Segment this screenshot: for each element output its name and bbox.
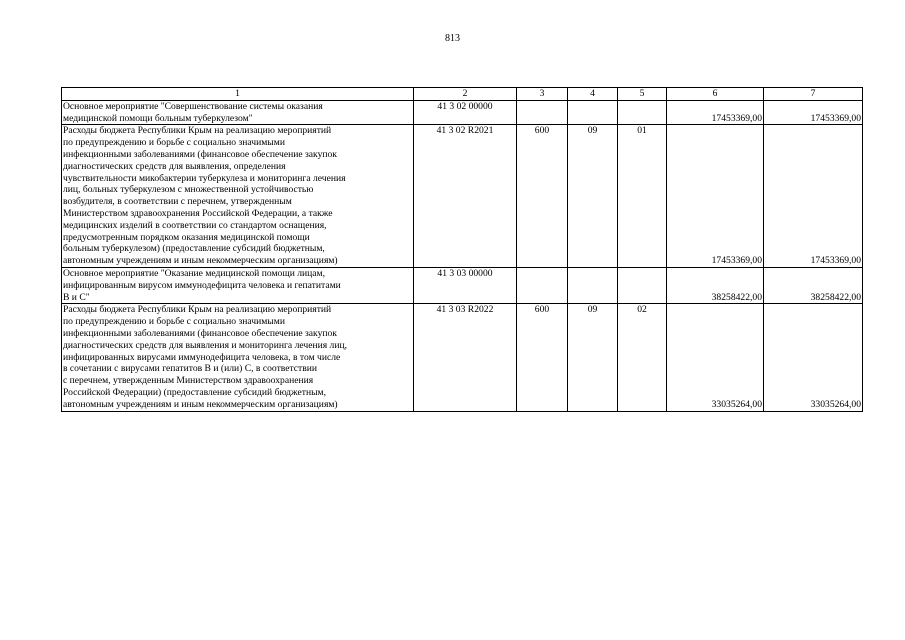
header-cell-amount1: 6	[667, 88, 764, 101]
header-cell-amount2: 7	[764, 88, 863, 101]
cell-vr	[517, 267, 568, 303]
budget-table	[61, 87, 863, 412]
cell-pr: 01	[618, 125, 667, 268]
cell-pr	[618, 100, 667, 125]
table-row	[62, 125, 863, 268]
name-line: В и С"	[63, 291, 90, 303]
cell-code: 41 3 03 R2022	[414, 304, 517, 411]
cell-pr: 02	[618, 304, 667, 411]
name-line: чувствительности микобактерии туберкулеза и мониторинга лечения	[63, 172, 346, 184]
header-cell-vr: 3	[517, 88, 568, 101]
cell-amount2: 33035264,00	[764, 304, 863, 411]
name-line: возбудителя, в соответствии с перечнем, утвержденным	[63, 196, 292, 208]
name-line: автономным учреждениям и иным некоммерческим организациям)	[63, 398, 338, 410]
cell-amount1: 17453369,00	[667, 125, 764, 268]
name-line: предусмотренным порядком оказания медицинской помощи	[63, 231, 310, 243]
page-number: 813	[445, 33, 460, 44]
table-row	[62, 100, 863, 125]
cell-amount1: 17453369,00	[667, 100, 764, 125]
cell-name	[62, 125, 414, 268]
name-line: больным туберкулезом) (предоставление субсидий бюджетным,	[63, 243, 325, 255]
name-line: Основное мероприятие "Оказание медицинской помощи лицам,	[63, 267, 326, 279]
cell-amount1: 33035264,00	[667, 304, 764, 411]
name-line: диагностических средств для выявления и мониторинга лечения лиц,	[63, 339, 347, 351]
cell-amount2: 17453369,00	[764, 100, 863, 125]
table-header-row	[62, 88, 863, 101]
cell-pr	[618, 267, 667, 303]
cell-code: 41 3 02 R2021	[414, 125, 517, 268]
name-line: медицинских изделий в соответствии со стандартом оснащения,	[63, 219, 327, 231]
cell-vr: 600	[517, 125, 568, 268]
table-row	[62, 304, 863, 411]
cell-name	[62, 100, 414, 125]
cell-amount2: 17453369,00	[764, 125, 863, 268]
table-row	[62, 267, 863, 303]
cell-name	[62, 304, 414, 411]
name-line: медицинской помощи больным туберкулезом"	[63, 112, 253, 124]
name-line: в сочетании с вирусами гепатитов В и (или) С, в соответствии	[63, 363, 318, 375]
cell-rz	[568, 100, 618, 125]
name-line: Министерством здравоохранения Российской Федерации, а также	[63, 207, 333, 219]
cell-amount2: 38258422,00	[764, 267, 863, 303]
name-line: диагностических средств для выявления, определения	[63, 160, 286, 172]
cell-code: 41 3 02 00000	[414, 100, 517, 125]
cell-rz: 09	[568, 125, 618, 268]
cell-rz: 09	[568, 304, 618, 411]
name-line: Российской Федерации) (предоставление субсидий бюджетным,	[63, 386, 327, 398]
cell-amount1: 38258422,00	[667, 267, 764, 303]
name-line: по предупреждению и борьбе с социально значимыми	[63, 137, 285, 149]
cell-code: 41 3 03 00000	[414, 267, 517, 303]
name-line: инфицированных вирусами иммунодефицита человека, в том числе	[63, 351, 341, 363]
cell-rz	[568, 267, 618, 303]
header-cell-name: 1	[62, 88, 414, 101]
name-line: лиц, больных туберкулезом с множественной устойчивостью	[63, 184, 314, 196]
name-line: Расходы бюджета Республики Крым на реализацию мероприятий	[63, 304, 332, 316]
header-cell-rz: 4	[568, 88, 618, 101]
cell-vr: 600	[517, 304, 568, 411]
header-cell-pr: 5	[618, 88, 667, 101]
name-line: Основное мероприятие "Совершенствование системы оказания	[63, 100, 323, 112]
name-line: автономным учреждениям и иным некоммерческим организациям)	[63, 255, 338, 267]
name-line: инфицированным вирусом иммунодефицита человека и гепатитами	[63, 279, 341, 291]
cell-vr	[517, 100, 568, 125]
cell-name	[62, 267, 414, 303]
header-cell-code: 2	[414, 88, 517, 101]
name-line: инфекционными заболеваниями (финансовое обеспечение закупок	[63, 327, 337, 339]
name-line: инфекционными заболеваниями (финансовое обеспечение закупок	[63, 148, 337, 160]
name-line: по предупреждению и борьбе с социально значимыми	[63, 316, 285, 328]
name-line: с перечнем, утвержденным Министерством здравоохранения	[63, 375, 314, 387]
name-line: Расходы бюджета Республики Крым на реализацию мероприятий	[63, 125, 332, 137]
